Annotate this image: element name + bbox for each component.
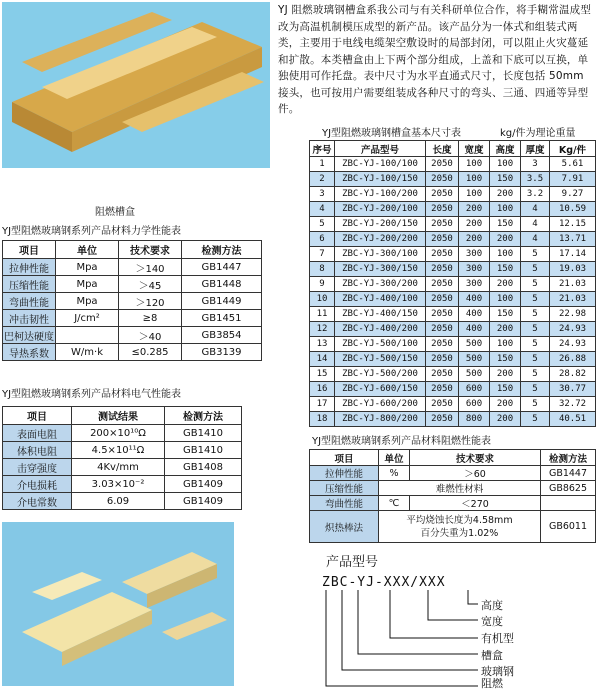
table-row [3, 344, 262, 361]
table-cell: 13.71 [550, 232, 596, 247]
table-row [310, 247, 596, 262]
column-header: 单位 [379, 450, 410, 466]
table-cell: 30.77 [550, 382, 596, 397]
table-cell: 200×10¹⁰Ω [72, 425, 165, 442]
table-cell: 200 [459, 202, 490, 217]
table-cell: 7 [310, 247, 335, 262]
table-cell [379, 511, 541, 543]
table-cell: % [379, 466, 410, 481]
table-cell: 3 [310, 187, 335, 202]
table-cell: 600 [459, 382, 490, 397]
table-cell: 500 [459, 337, 490, 352]
table-row [3, 327, 262, 344]
legend-frp: 玻璃钢 [481, 665, 514, 678]
table-cell: 100 [490, 337, 521, 352]
table-cell: 300 [459, 262, 490, 277]
table-cell: 5 [521, 247, 550, 262]
table-cell: 2050 [426, 187, 459, 202]
table-cell: 6.09 [72, 493, 165, 510]
table-cell: 5 [521, 412, 550, 427]
table-cell: ≥8 [119, 310, 182, 327]
table-cell: J/cm² [56, 310, 119, 327]
column-header: 检测方法 [182, 241, 262, 259]
table-cell: ZBC-YJ-400/200 [335, 322, 426, 337]
table-cell: ≤0.285 [119, 344, 182, 361]
table-row [310, 412, 596, 427]
elec-properties-table [2, 406, 242, 510]
table-cell: ＞45 [119, 276, 182, 293]
table-cell: GB1451 [182, 310, 262, 327]
table-row [310, 496, 596, 511]
table-cell [541, 496, 596, 511]
table-cell: 2050 [426, 352, 459, 367]
table-cell: 5.61 [550, 157, 596, 172]
table-cell: W/m·k [56, 344, 119, 361]
table-cell: GB3854 [182, 327, 262, 344]
table-cell: GB1447 [182, 259, 262, 276]
table-cell: ZBC-YJ-200/150 [335, 217, 426, 232]
table-row [3, 493, 242, 510]
table-row [310, 382, 596, 397]
fittings-image [2, 522, 234, 686]
table-cell: 21.03 [550, 292, 596, 307]
table-cell: 12.15 [550, 217, 596, 232]
table-cell: GB1410 [165, 442, 242, 459]
table-cell: 5 [521, 397, 550, 412]
table-cell: 5 [310, 217, 335, 232]
table-cell: 17.14 [550, 247, 596, 262]
table-cell: 击穿强度 [3, 459, 72, 476]
table-cell: ZBC-YJ-600/200 [335, 397, 426, 412]
table-cell: GB1409 [165, 493, 242, 510]
table-row [310, 172, 596, 187]
table-cell: 40.51 [550, 412, 596, 427]
table-row [3, 293, 262, 310]
column-header: 项目 [3, 241, 56, 259]
table-cell: 100 [459, 172, 490, 187]
table-cell: Mpa [56, 293, 119, 310]
table-cell: 2050 [426, 157, 459, 172]
table-cell: 150 [490, 262, 521, 277]
table-cell: 2050 [426, 232, 459, 247]
table-cell: 3.03×10⁻² [72, 476, 165, 493]
table-cell: 32.72 [550, 397, 596, 412]
table-cell: 9 [310, 277, 335, 292]
table-cell: 100 [459, 157, 490, 172]
table-cell: 2050 [426, 337, 459, 352]
table-cell: 2050 [426, 367, 459, 382]
table-header-row [310, 450, 596, 466]
table-row [3, 476, 242, 493]
table-cell: 4Kv/mm [72, 459, 165, 476]
table-cell: 800 [459, 412, 490, 427]
table-cell: 19.03 [550, 262, 596, 277]
flame-table-title: YJ型阻燃玻璃钢系列产品材料阻燃性能表 [312, 436, 492, 447]
table-cell: GB1449 [182, 293, 262, 310]
table-cell: ＞60 [410, 466, 541, 481]
table-cell: 体积电阻 [3, 442, 72, 459]
table-cell: 200 [490, 322, 521, 337]
photo-caption: 阻燃槽盒 [95, 207, 135, 218]
dims-table-note: kg/件为理论重量 [500, 128, 576, 139]
column-header: 项目 [310, 450, 379, 466]
table-cell: 200 [490, 367, 521, 382]
table-cell: 2050 [426, 172, 459, 187]
column-header: 产品型号 [335, 141, 426, 157]
table-cell: ZBC-YJ-300/100 [335, 247, 426, 262]
table-cell: ZBC-YJ-100/200 [335, 187, 426, 202]
table-cell: ZBC-YJ-800/200 [335, 412, 426, 427]
table-cell: 5 [521, 322, 550, 337]
table-cell: 100 [490, 292, 521, 307]
table-cell: 2050 [426, 202, 459, 217]
table-cell: 10 [310, 292, 335, 307]
table-row [3, 459, 242, 476]
table-row [310, 232, 596, 247]
table-cell: 难燃性材料 [379, 481, 541, 496]
table-cell: 2050 [426, 397, 459, 412]
table-cell: GB1447 [541, 466, 596, 481]
model-code: ZBC-YJ-XXX/XXX [322, 575, 446, 590]
table-row [3, 442, 242, 459]
column-header: 测试结果 [72, 407, 165, 425]
table-cell: 5 [521, 262, 550, 277]
table-cell: 28.82 [550, 367, 596, 382]
table-cell: ZBC-YJ-600/150 [335, 382, 426, 397]
table-cell: 压缩性能 [310, 481, 379, 496]
table-cell: GB1448 [182, 276, 262, 293]
flame-result-line: 平均烧蚀长度为4.58mm [406, 514, 513, 526]
table-row [310, 217, 596, 232]
flame-properties-table [309, 449, 596, 543]
table-cell: 200 [490, 412, 521, 427]
table-cell: 300 [459, 247, 490, 262]
table-cell: 17 [310, 397, 335, 412]
table-cell: 400 [459, 292, 490, 307]
table-cell: 21.03 [550, 277, 596, 292]
table-cell: 9.27 [550, 187, 596, 202]
table-cell: ZBC-YJ-300/150 [335, 262, 426, 277]
mech-table-title: YJ型阻燃玻璃钢系列产品材料力学性能表 [2, 226, 182, 237]
table-cell: 100 [490, 202, 521, 217]
table-cell: 400 [459, 307, 490, 322]
table-cell: 11 [310, 307, 335, 322]
table-cell: 拉伸性能 [3, 259, 56, 276]
table-cell: 500 [459, 352, 490, 367]
table-cell: ZBC-YJ-500/100 [335, 337, 426, 352]
table-cell: 2050 [426, 307, 459, 322]
table-cell: 200 [459, 217, 490, 232]
table-row [3, 259, 262, 276]
table-cell: GB6011 [541, 511, 596, 543]
table-row [310, 157, 596, 172]
table-cell: GB1410 [165, 425, 242, 442]
table-cell: 10.59 [550, 202, 596, 217]
table-cell: 18 [310, 412, 335, 427]
table-cell: ZBC-YJ-500/150 [335, 352, 426, 367]
dimensions-table [309, 140, 596, 427]
table-cell: 弯曲性能 [3, 293, 56, 310]
table-cell: 24.93 [550, 322, 596, 337]
table-cell: 150 [490, 307, 521, 322]
table-cell: 5 [521, 277, 550, 292]
table-cell: 12 [310, 322, 335, 337]
table-cell: 3.2 [521, 187, 550, 202]
model-code-connectors [318, 590, 488, 695]
table-cell: 2 [310, 172, 335, 187]
table-row [310, 292, 596, 307]
table-header-row [3, 241, 262, 259]
table-cell: 5 [521, 352, 550, 367]
table-cell: ＞140 [119, 259, 182, 276]
table-cell: GB8625 [541, 481, 596, 496]
table-cell: 2050 [426, 277, 459, 292]
table-cell: ZBC-YJ-200/200 [335, 232, 426, 247]
table-cell: 100 [490, 247, 521, 262]
table-cell: 冲击韧性 [3, 310, 56, 327]
table-cell: 22.98 [550, 307, 596, 322]
elec-table-title: YJ型阻燃玻璃钢系列产品材料电气性能表 [2, 389, 182, 400]
table-cell: ZBC-YJ-100/150 [335, 172, 426, 187]
legend-width: 宽度 [481, 615, 503, 628]
table-row [310, 187, 596, 202]
table-cell: 表面电阻 [3, 425, 72, 442]
column-header: 项目 [3, 407, 72, 425]
table-cell: 150 [490, 352, 521, 367]
column-header: 技术要求 [410, 450, 541, 466]
table-row [310, 367, 596, 382]
table-cell: 200 [490, 187, 521, 202]
table-cell: 2050 [426, 292, 459, 307]
table-cell: 2050 [426, 262, 459, 277]
table-cell: 13 [310, 337, 335, 352]
table-cell: 巴柯达硬度 [3, 327, 56, 344]
table-cell: ZBC-YJ-400/100 [335, 292, 426, 307]
model-code-title: 产品型号 [326, 555, 379, 570]
table-cell: ZBC-YJ-300/200 [335, 277, 426, 292]
table-cell: 24.93 [550, 337, 596, 352]
table-cell: 介电损耗 [3, 476, 72, 493]
table-cell: 100 [490, 157, 521, 172]
table-cell: 5 [521, 292, 550, 307]
table-cell: 2050 [426, 412, 459, 427]
table-cell: 压缩性能 [3, 276, 56, 293]
table-cell: ZBC-YJ-100/100 [335, 157, 426, 172]
table-cell: 2050 [426, 322, 459, 337]
table-cell: 14 [310, 352, 335, 367]
table-row [310, 481, 596, 496]
table-cell: GB1408 [165, 459, 242, 476]
product-photo-top [2, 2, 270, 168]
column-header: 高度 [490, 141, 521, 157]
table-cell: 26.88 [550, 352, 596, 367]
table-cell: 5 [521, 367, 550, 382]
table-row [310, 466, 596, 481]
table-cell: 介电常数 [3, 493, 72, 510]
table-cell: 5 [521, 337, 550, 352]
table-cell: 导热系数 [3, 344, 56, 361]
column-header: 检测方法 [541, 450, 596, 466]
table-cell: 600 [459, 397, 490, 412]
table-cell: ZBC-YJ-400/150 [335, 307, 426, 322]
legend-flame: 阻燃 [481, 677, 503, 690]
table-cell: 5 [521, 382, 550, 397]
table-cell: 4 [310, 202, 335, 217]
table-row [310, 262, 596, 277]
table-cell: 15 [310, 367, 335, 382]
table-cell: 4 [521, 232, 550, 247]
table-cell: 8 [310, 262, 335, 277]
table-header-row [3, 407, 242, 425]
table-cell: ＜270 [410, 496, 541, 511]
table-cell: 100 [459, 187, 490, 202]
column-header: 宽度 [459, 141, 490, 157]
column-header: Kg/件 [550, 141, 596, 157]
table-row [3, 425, 242, 442]
table-row [310, 397, 596, 412]
table-cell: 拉伸性能 [310, 466, 379, 481]
column-header: 序号 [310, 141, 335, 157]
table-cell: Mpa [56, 276, 119, 293]
table-row [3, 310, 262, 327]
legend-tray: 槽盒 [481, 649, 503, 662]
table-cell: GB3139 [182, 344, 262, 361]
table-cell: 2050 [426, 247, 459, 262]
table-cell: ＞120 [119, 293, 182, 310]
table-cell: ＞40 [119, 327, 182, 344]
table-row [310, 337, 596, 352]
table-cell: Mpa [56, 259, 119, 276]
table-row [3, 276, 262, 293]
table-cell: 4 [521, 217, 550, 232]
table-cell: 2050 [426, 382, 459, 397]
column-header: 技术要求 [119, 241, 182, 259]
table-cell: 200 [490, 232, 521, 247]
column-header: 长度 [426, 141, 459, 157]
table-cell: ZBC-YJ-500/200 [335, 367, 426, 382]
table-cell: 200 [459, 232, 490, 247]
table-cell: ZBC-YJ-200/100 [335, 202, 426, 217]
table-row [310, 352, 596, 367]
table-row [310, 322, 596, 337]
table-cell: 200 [490, 277, 521, 292]
table-header-row [310, 141, 596, 157]
table-cell: 16 [310, 382, 335, 397]
legend-organic: 有机型 [481, 632, 514, 645]
table-row [310, 202, 596, 217]
table-cell: 200 [490, 397, 521, 412]
mech-properties-table [2, 240, 262, 361]
table-cell: 1 [310, 157, 335, 172]
table-row [310, 307, 596, 322]
table-cell: ℃ [379, 496, 410, 511]
table-cell: 4.5×10¹¹Ω [72, 442, 165, 459]
table-cell [56, 327, 119, 344]
column-header: 厚度 [521, 141, 550, 157]
cable-tray-image [2, 2, 270, 168]
column-header: 检测方法 [165, 407, 242, 425]
intro-paragraph: YJ 阻燃玻璃钢槽盒系我公司与有关科研单位合作，将手糊常温成型改为高温机制模压成型的新产品。该产品分为一体式和组装式两类，主要用于电线电缆架空敷设时的局部封闭，可以阻止火灾蔓延和扩散。本类槽盒由上下两个部分组成，上盖和下底可以互换，单独使用可作托盘。表中尺寸为水平直通式尺寸，长度包括 50mm 接头，也可按用户需要组装成各种尺寸的弯头、三通、四通等异型件。 [278, 4, 592, 115]
table-cell: 400 [459, 322, 490, 337]
table-cell: 2050 [426, 217, 459, 232]
column-header: 单位 [56, 241, 119, 259]
table-cell: 150 [490, 172, 521, 187]
table-cell: 300 [459, 277, 490, 292]
table-cell: 150 [490, 382, 521, 397]
table-cell: 6 [310, 232, 335, 247]
table-cell: 7.91 [550, 172, 596, 187]
table-cell: 弯曲性能 [310, 496, 379, 511]
flame-result-line: 百分失重为1.02% [420, 527, 499, 539]
table-cell: 3 [521, 157, 550, 172]
table-row [310, 511, 596, 543]
table-cell: 炽热棒法 [310, 511, 379, 543]
legend-height: 高度 [481, 599, 503, 612]
table-cell: 5 [521, 307, 550, 322]
table-cell: 150 [490, 217, 521, 232]
table-cell: 4 [521, 202, 550, 217]
table-row [310, 277, 596, 292]
dims-table-title: YJ型阻燃玻璃钢槽盒基本尺寸表 [322, 128, 462, 139]
table-cell: GB1409 [165, 476, 242, 493]
table-cell: 3.5 [521, 172, 550, 187]
product-photo-bottom [2, 522, 234, 686]
table-cell: 500 [459, 367, 490, 382]
